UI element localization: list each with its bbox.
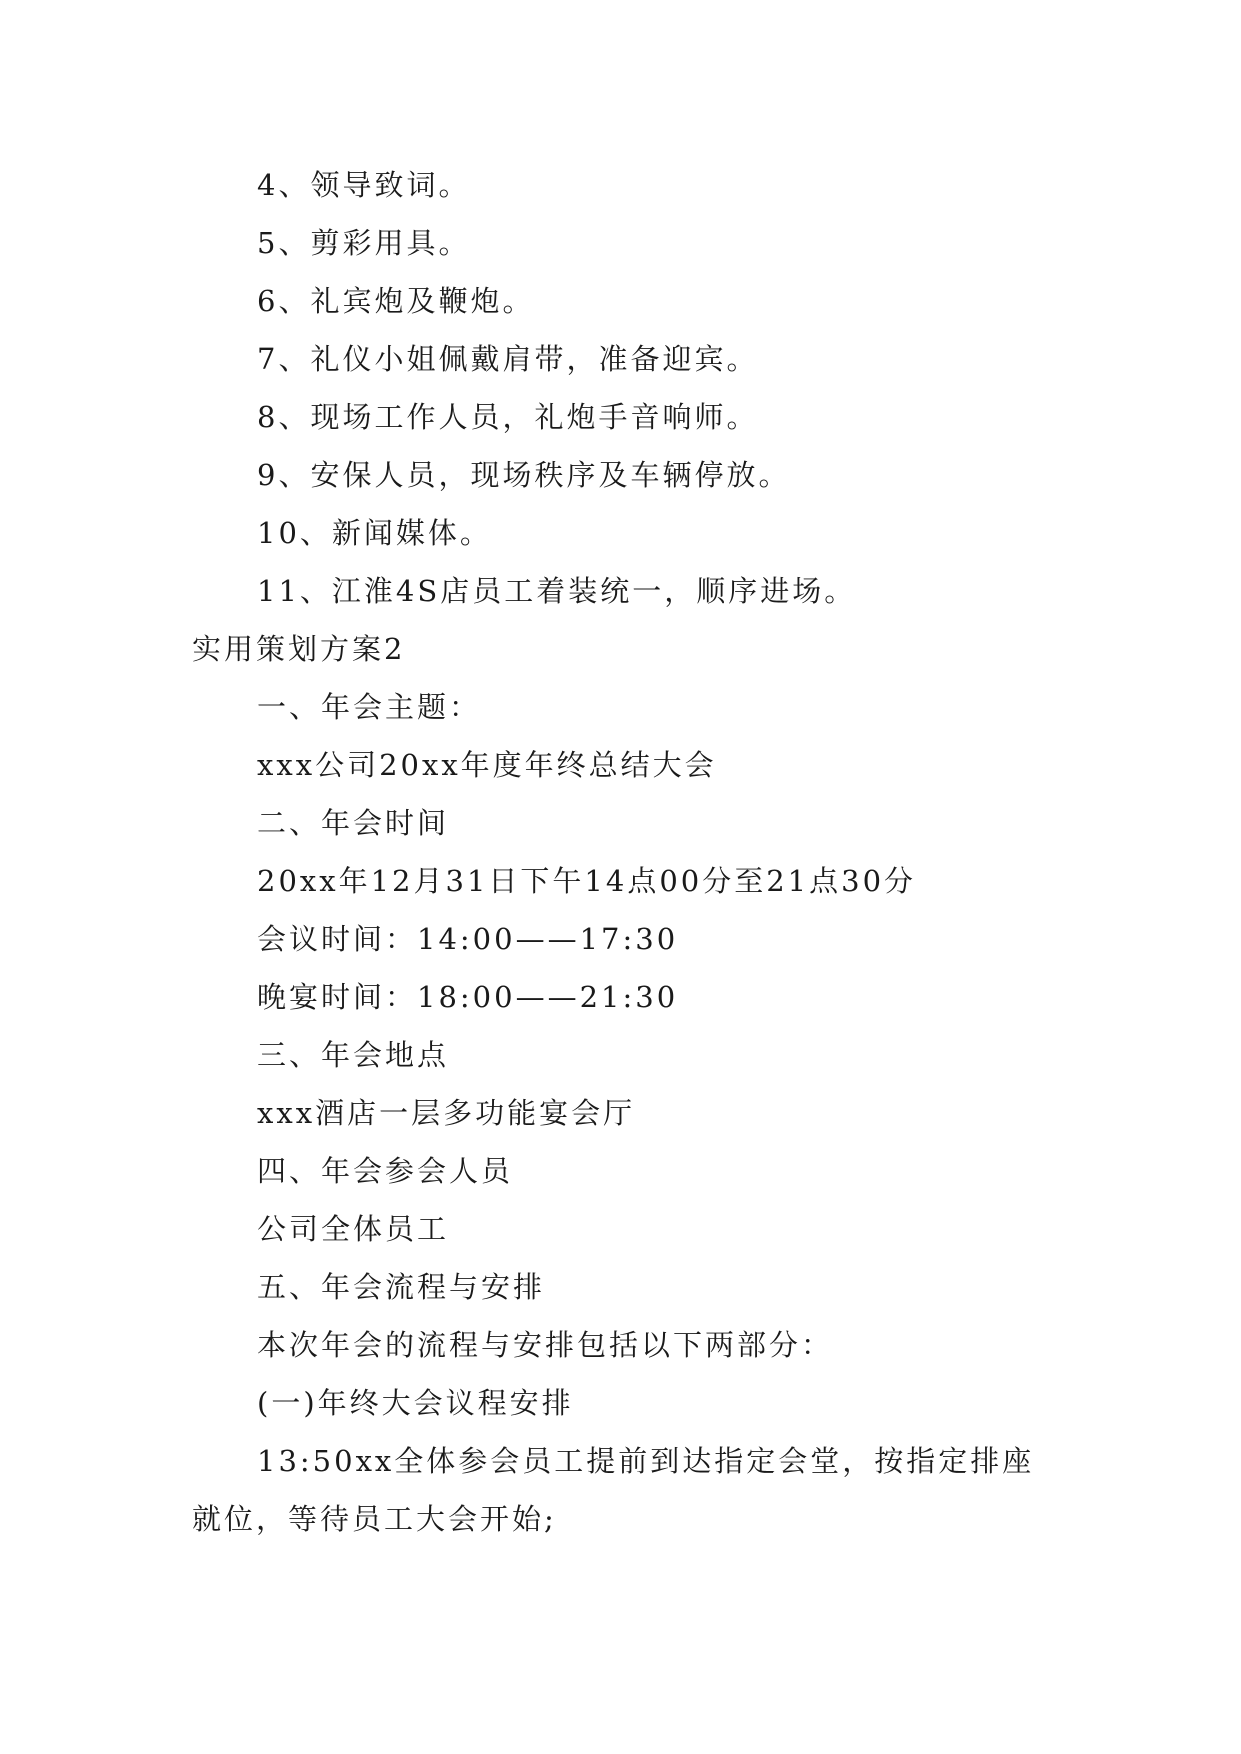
paragraph-attendees: 公司全体员工 [257, 1212, 450, 1246]
subheading-theme: 一、年会主题： [257, 690, 482, 724]
list-item-10: 10、新闻媒体。 [257, 516, 492, 550]
subheading-agenda: 五、年会流程与安排 [257, 1270, 546, 1304]
subheading-time: 二、年会时间 [257, 806, 450, 840]
list-item-9: 9、安保人员，现场秩序及车辆停放。 [257, 458, 791, 492]
paragraph-location: xxx酒店一层多功能宴会厅 [257, 1096, 636, 1130]
paragraph-meeting-time: 会议时间：14:00——17:30 [257, 922, 679, 956]
paragraph-schedule-line-1: 13:50xx全体参会员工提前到达指定会堂，按指定排座 [257, 1444, 1035, 1478]
section-heading: 实用策划方案2 [192, 632, 406, 666]
list-item-8: 8、现场工作人员，礼炮手音响师。 [257, 400, 759, 434]
subheading-location: 三、年会地点 [257, 1038, 450, 1072]
list-item-7: 7、礼仪小姐佩戴肩带，准备迎宾。 [257, 342, 759, 376]
paragraph-agenda-intro: 本次年会的流程与安排包括以下两部分： [257, 1328, 834, 1362]
subheading-attendees: 四、年会参会人员 [257, 1154, 514, 1188]
paragraph-schedule-line-2: 就位，等待员工大会开始; [192, 1502, 557, 1536]
list-item-11: 11、江淮4S店员工着装统一，顺序进场。 [257, 574, 857, 608]
subheading-part-one: (一)年终大会议程安排 [257, 1386, 574, 1420]
list-item-6: 6、礼宾炮及鞭炮。 [257, 284, 535, 318]
list-item-5: 5、剪彩用具。 [257, 226, 471, 260]
list-item-4: 4、领导致词。 [257, 168, 471, 202]
paragraph-dinner-time: 晚宴时间：18:00——21:30 [257, 980, 679, 1014]
paragraph-theme: xxx公司20xx年度年终总结大会 [257, 748, 717, 782]
paragraph-date: 20xx年12月31日下午14点00分至21点30分 [257, 864, 917, 898]
